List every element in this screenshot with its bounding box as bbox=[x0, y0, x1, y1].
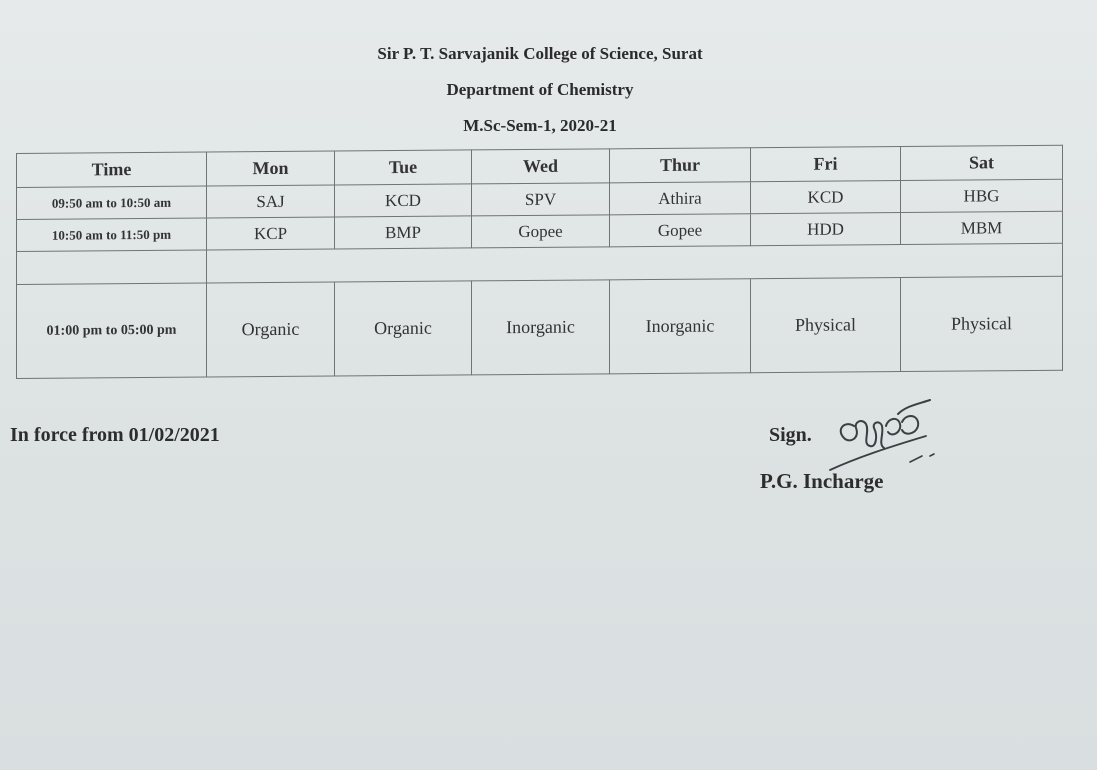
table-row bbox=[17, 276, 1063, 378]
in-force-date: In force from 01/02/2021 bbox=[10, 424, 220, 446]
table-cell: Organic bbox=[335, 281, 472, 376]
time-cell: 01:00 pm to 05:00 pm bbox=[17, 283, 207, 378]
table-cell: HDD bbox=[751, 213, 901, 246]
table-cell: HBG bbox=[901, 179, 1063, 212]
college-name: Sir P. T. Sarvajanik College of Science, Surat bbox=[377, 44, 703, 63]
table-cell: BMP bbox=[335, 216, 472, 249]
empty-cell bbox=[17, 250, 207, 284]
table-cell: Gopee bbox=[610, 214, 751, 247]
table-cell: KCD bbox=[335, 184, 472, 217]
header-day: Thur bbox=[610, 148, 751, 183]
program-title: M.Sc-Sem-1, 2020-21 bbox=[463, 116, 617, 135]
handwritten-signature bbox=[826, 392, 946, 472]
table-cell: Inorganic bbox=[472, 280, 610, 375]
header-day: Sat bbox=[901, 145, 1063, 180]
table-cell: SPV bbox=[472, 183, 610, 216]
table-cell: MBM bbox=[901, 211, 1063, 244]
department-name: Department of Chemistry bbox=[446, 80, 634, 99]
table-cell: Gopee bbox=[472, 215, 610, 248]
time-cell: 09:50 am to 10:50 am bbox=[17, 186, 207, 219]
header-day: Tue bbox=[335, 150, 472, 185]
table-cell: Organic bbox=[207, 282, 335, 377]
header-time: Time bbox=[17, 152, 207, 187]
table-cell: Athira bbox=[610, 182, 751, 215]
timetable bbox=[16, 145, 1063, 379]
table-cell: Physical bbox=[901, 276, 1063, 371]
table-cell: KCD bbox=[751, 181, 901, 214]
table-cell: Physical bbox=[751, 278, 901, 373]
table-cell: KCP bbox=[207, 217, 335, 250]
table-cell: Inorganic bbox=[610, 279, 751, 374]
designation: P.G. Incharge bbox=[760, 469, 884, 493]
sign-label: Sign. bbox=[769, 424, 812, 446]
header-day: Mon bbox=[207, 151, 335, 186]
table-cell: SAJ bbox=[207, 185, 335, 218]
time-cell: 10:50 am to 11:50 pm bbox=[17, 218, 207, 251]
header-day: Fri bbox=[751, 147, 901, 182]
header-day: Wed bbox=[472, 149, 610, 184]
